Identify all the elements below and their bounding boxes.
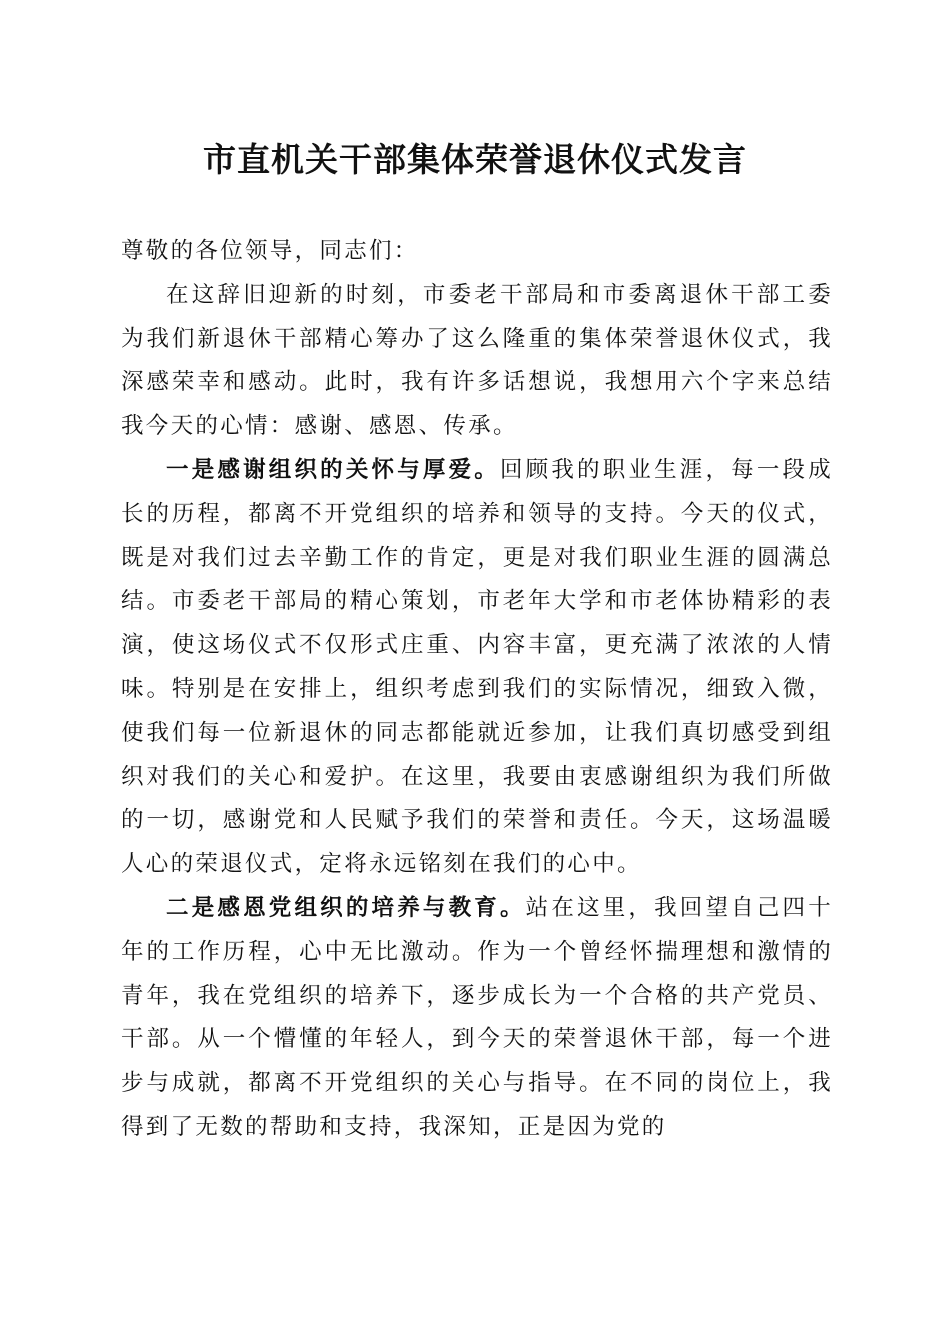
paragraph-text: 在这辞旧迎新的时刻，市委老干部局和市委离退休干部工委为我们新退休干部精心筹办了这么隆重的集体荣誉退休仪式，我深感荣幸和感动。此时，我有许多话想说，我想用六个字来总结我今天的心情：感谢、感恩、传承。 xyxy=(121,281,833,440)
document-title: 市直机关干部集体荣誉退休仪式发言 xyxy=(203,140,747,179)
paragraph-text: 回顾我的职业生涯，每一段成长的历程，都离不开党组织的培养和领导的支持。今天的仪式，既是对我们过去辛勤工作的肯定，更是对我们职业生涯的圆满总结。市委老干部局的精心策划，市老年大学和市老体协精彩的表演，使这场仪式不仅形式庄重、内容丰富，更充满了浓浓的人情味。特别是在安排上，组织考虑到我们的实际情况，细致入微，使我们每一位新退休的同志都能就近参加，让我们真切感受到组织对我们的关心和爱护。在这里，我要由衷感谢组织为我们所做的一切，感谢党和人民赋予我们的荣誉和责任。今天，这场温暖人心的荣退仪式，定将永远铭刻在我们的心中。 xyxy=(121,456,834,878)
paragraph-lead: 二是感恩党组织的培养与教育。 xyxy=(166,894,526,921)
salutation: 尊敬的各位领导，同志们： xyxy=(121,238,419,264)
paragraph-gratitude xyxy=(121,449,833,887)
paragraph-text: 站在这里，我回望自己四十年的工作历程，心中无比激动。作为一个曾经怀揣理想和激情的青年，我在党组织的培养下，逐步成长为一个合格的共产党员、干部。从一个懵懂的年轻人，到今天的荣誉退休干部，每一个进步与成就，都离不开党组织的关心与指导。在不同的岗位上，我得到了无数的帮助和支持，我深知，正是因为党的 xyxy=(121,894,834,1140)
document-body xyxy=(121,230,833,1150)
paragraph-thankfulness xyxy=(121,887,833,1150)
paragraph-lead: 一是感谢组织的关怀与厚爱。 xyxy=(166,456,500,483)
paragraph-intro xyxy=(121,274,833,449)
